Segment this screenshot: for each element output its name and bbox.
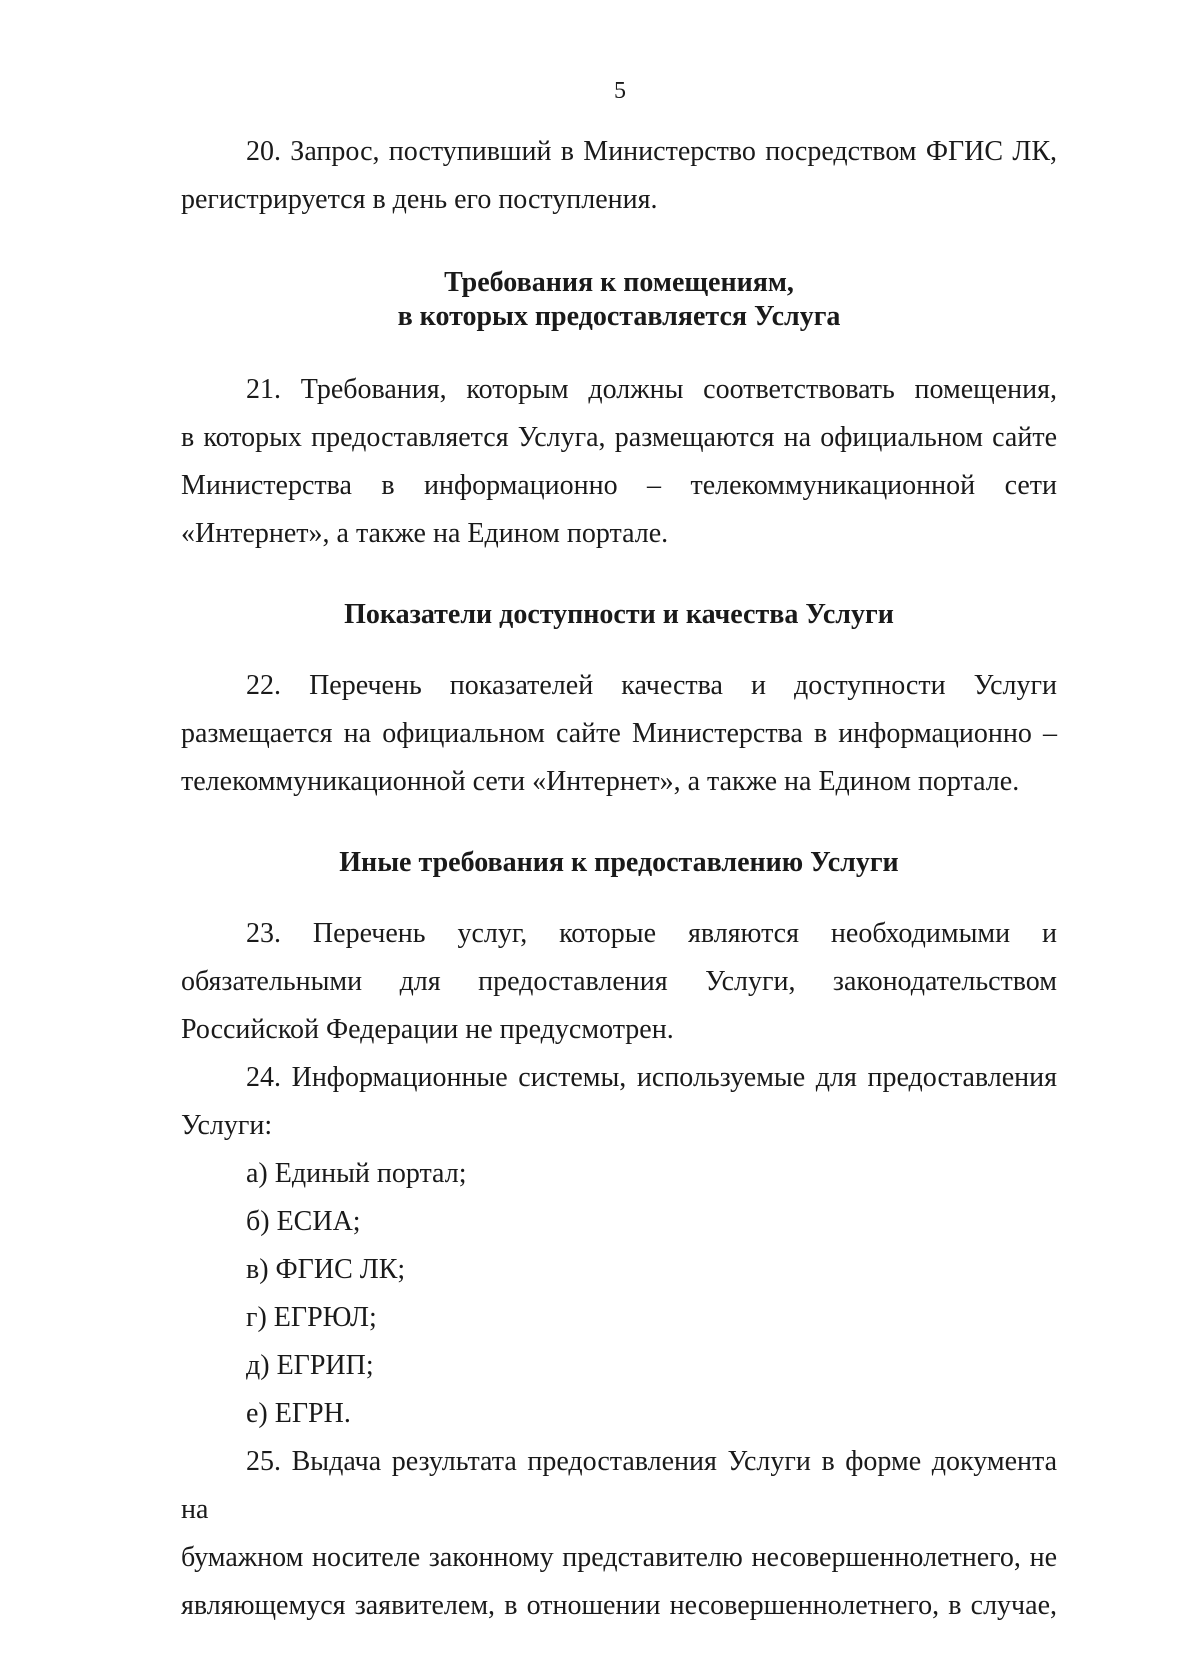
section-heading-indicators — [181, 598, 1057, 632]
paragraph-23 — [181, 910, 1057, 1054]
paragraph-21-line-1: 21. Требования, которым должны соответствовать помещения, — [246, 374, 1057, 405]
paragraph-24-line-2: Услуги: — [181, 1110, 273, 1141]
paragraph-21-line-2: в которых предоставляется Услуга, размещаются на официальном сайте — [181, 422, 1057, 453]
paragraph-23-line-3: Российской Федерации не предусмотрен. — [181, 1014, 674, 1045]
list-item: а) Единый портал; — [246, 1158, 467, 1189]
paragraph-21-line-3: Министерства в информационно – телекоммуникационной сети — [181, 470, 1057, 501]
paragraph-22-line-3: телекоммуникационной сети «Интернет», а также на Едином портале. — [181, 766, 1020, 797]
paragraph-25-line-1: 25. Выдача результата предоставления Услуги в форме документа на — [181, 1446, 1057, 1525]
paragraph-24-line-1: 24. Информационные системы, используемые для предоставления — [246, 1062, 1057, 1093]
paragraph-23-line-2: обязательными для предоставления Услуги, законодательством — [181, 966, 1057, 997]
paragraph-22-line-2: размещается на официальном сайте Министерства в информационно – — [181, 718, 1057, 749]
list-item: г) ЕГРЮЛ; — [246, 1302, 377, 1333]
heading-indicators: Показатели доступности и качества Услуги — [344, 599, 894, 630]
heading-premises-line-2: в которых предоставляется Услуга — [397, 301, 841, 332]
section-heading-other-requirements — [181, 846, 1057, 880]
list-item: б) ЕСИА; — [246, 1206, 361, 1237]
page-number: 5 — [614, 78, 626, 104]
document-body — [181, 128, 1057, 1630]
heading-premises-line-1: Требования к помещениям, — [444, 267, 794, 298]
paragraph-22 — [181, 662, 1057, 806]
paragraph-21-line-4: «Интернет», а также на Едином портале. — [181, 518, 669, 549]
paragraph-20-line-2: регистрируется в день его поступления. — [181, 184, 658, 215]
paragraph-25-line-2: бумажном носителе законному представителю несовершеннолетнего, не — [181, 1542, 1057, 1573]
heading-other-requirements: Иные требования к предоставлению Услуги — [339, 847, 899, 878]
paragraph-22-line-1: 22. Перечень показателей качества и доступности Услуги — [246, 670, 1057, 701]
list-item: в) ФГИС ЛК; — [246, 1254, 406, 1285]
paragraph-25 — [181, 1438, 1057, 1630]
list-item: д) ЕГРИП; — [246, 1350, 374, 1381]
information-systems-list — [181, 1150, 1057, 1438]
paragraph-25-line-3: являющемуся заявителем, в отношении несовершеннолетнего, в случае, — [181, 1590, 1057, 1621]
paragraph-23-line-1: 23. Перечень услуг, которые являются необходимыми и — [246, 918, 1057, 949]
section-heading-premises — [181, 266, 1057, 334]
paragraph-20 — [181, 128, 1057, 224]
paragraph-24 — [181, 1054, 1057, 1150]
list-item: е) ЕГРН. — [246, 1398, 351, 1429]
paragraph-20-line-1: 20. Запрос, поступивший в Министерство посредством ФГИС ЛК, — [246, 136, 1057, 167]
paragraph-21 — [181, 366, 1057, 558]
